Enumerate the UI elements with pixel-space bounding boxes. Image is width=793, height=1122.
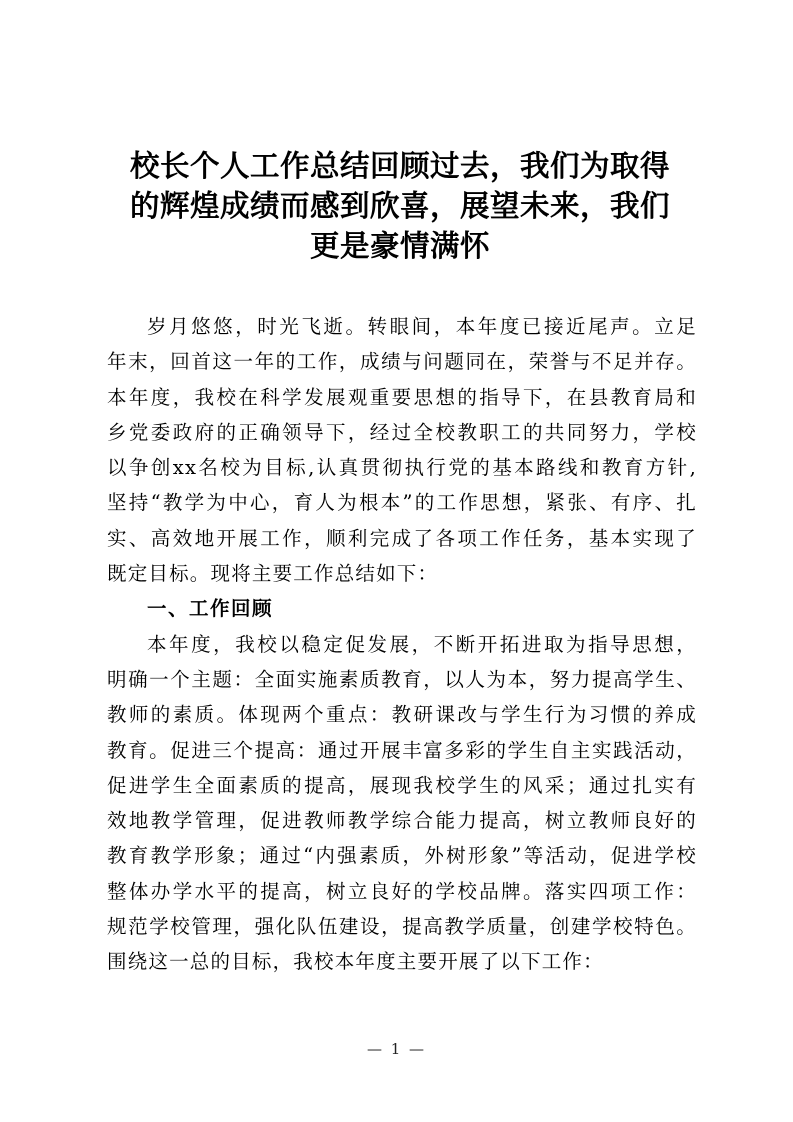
paragraph-line: 促进学生全面素质的提高，展现我校学生的风采；通过扎实有 (107, 773, 697, 797)
paragraph-line: 整体办学水平的提高，树立良好的学校品牌。落实四项工作： (107, 879, 697, 903)
document-title (100, 146, 700, 266)
paragraph-line: 既定目标。现将主要工作总结如下： (107, 562, 439, 586)
page-number: — 1 — (366, 1040, 427, 1058)
document-body (107, 309, 697, 980)
title-line: 校长个人工作总结回顾过去，我们为取得 (129, 149, 670, 183)
section-paragraph (107, 627, 697, 980)
paragraph-line: 岁月悠悠，时光飞逝。转眼间，本年度已接近尾声。立足 (147, 315, 697, 338)
paragraph-line: 本年度，我校在科学发展观重要思想的指导下，在县教育局和 (107, 385, 697, 409)
paragraph-line: 教育教学形象；通过“内强素质，外树形象”等活动，促进学校 (107, 844, 697, 868)
title-line: 更是豪情满怀 (309, 229, 490, 263)
title-line: 的辉煌成绩而感到欣喜，展望未来，我们 (129, 189, 670, 223)
paragraph-line: 实、高效地开展工作，顺利完成了各项工作任务，基本实现了 (107, 526, 697, 550)
paragraph-line: 规范学校管理，强化队伍建设，提高教学质量，创建学校特色。 (107, 915, 697, 939)
paragraph-line: 以争创xx名校为目标,认真贯彻执行党的基本路线和教育方针, (107, 456, 697, 480)
paragraph-line: 明确一个主题：全面实施素质教育，以人为本，努力提高学生、 (107, 667, 697, 691)
paragraph-line: 本年度，我校以稳定促发展，不断开拓进取为指导思想， (147, 632, 697, 656)
section-heading: 一、工作回顾 (147, 597, 274, 621)
paragraph-line: 坚持“教学为中心，育人为根本”的工作思想，紧张、有序、扎 (107, 491, 697, 515)
paragraph-line: 年末，回首这一年的工作，成绩与问题同在，荣誉与不足并存。 (107, 350, 697, 374)
paragraph-line: 教师的素质。体现两个重点：教研课改与学生行为习惯的养成 (107, 703, 697, 727)
intro-paragraph (107, 309, 697, 591)
paragraph-line: 教育。促进三个提高：通过开展丰富多彩的学生自主实践活动， (107, 738, 697, 762)
paragraph-line: 效地教学管理，促进教师教学综合能力提高，树立教师良好的 (107, 809, 697, 833)
paragraph-line: 乡党委政府的正确领导下，经过全校教职工的共同努力，学校 (107, 420, 697, 444)
paragraph-line: 围绕这一总的目标，我校本年度主要开展了以下工作： (107, 950, 604, 974)
